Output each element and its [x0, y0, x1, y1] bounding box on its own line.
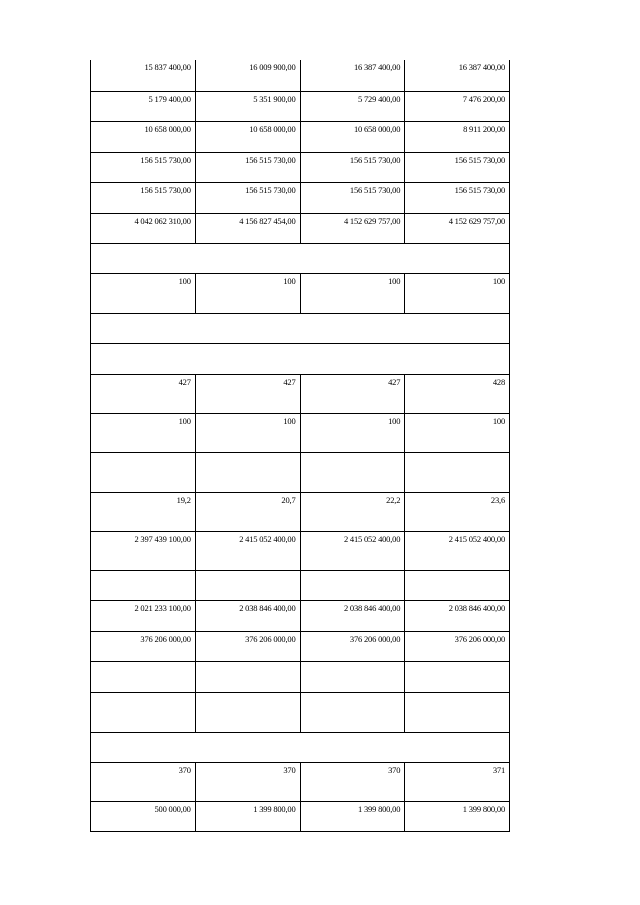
table-cell: [195, 453, 300, 492]
table-cell: 370: [300, 763, 405, 801]
table-cell: 376 206 000,00: [300, 632, 405, 661]
table-cell: 156 515 730,00: [140, 155, 191, 165]
table-row: [91, 273, 509, 313]
table-cell: 156 515 730,00: [404, 153, 509, 182]
table-cell: [195, 571, 300, 600]
merged-cell: [91, 733, 509, 762]
table-cell: 100: [178, 276, 191, 286]
table-cell: [195, 662, 300, 692]
table-cell: 1 399 800,00: [404, 802, 509, 831]
table-row: [91, 692, 509, 732]
table-cell: 500 000,00: [154, 804, 191, 814]
table-cell: 1 399 800,00: [195, 802, 300, 831]
merged-cell: [91, 314, 509, 343]
table-cell: 2 021 233 100,00: [134, 603, 191, 613]
table-row: [91, 91, 509, 121]
table-cell: 100: [300, 414, 405, 452]
table-cell: 19,2: [176, 495, 191, 505]
table-cell: 376 206 000,00: [404, 632, 509, 661]
table-cell: 4 152 629 757,00: [300, 214, 405, 243]
table-cell: 376 206 000,00: [195, 632, 300, 661]
table-cell: 427: [300, 375, 405, 413]
table-cell: 2 415 052 400,00: [404, 532, 509, 570]
table-cell: 156 515 730,00: [300, 183, 405, 213]
table-row: [91, 121, 509, 152]
table-cell: [91, 453, 195, 492]
table-cell: [91, 693, 195, 732]
table-cell: 2 415 052 400,00: [195, 532, 300, 570]
table-cell: 100: [404, 414, 509, 452]
table-row: [91, 531, 509, 570]
table-cell: 5 351 900,00: [195, 92, 300, 121]
table-row: [91, 661, 509, 692]
table-cell: 100: [195, 414, 300, 452]
table-row: [91, 452, 509, 492]
table-cell: 156 515 730,00: [195, 183, 300, 213]
table-cell: [300, 662, 405, 692]
table-row: [91, 60, 509, 91]
table-cell: 156 515 730,00: [300, 153, 405, 182]
table-row: [91, 732, 509, 762]
table-cell: 370: [195, 763, 300, 801]
table-row: [91, 492, 509, 531]
table-cell: 4 042 062 310,00: [134, 216, 191, 226]
table-row: [91, 343, 509, 374]
table-cell: 1 399 800,00: [300, 802, 405, 831]
table-row: [91, 374, 509, 413]
table-cell: [91, 571, 195, 600]
table-cell: 5 729 400,00: [300, 92, 405, 121]
table-cell: 15 837 400,00: [144, 62, 191, 72]
table-cell: 376 206 000,00: [140, 634, 191, 644]
table-row: [91, 600, 509, 631]
table-row: [91, 631, 509, 661]
table-cell: 16 009 900,00: [195, 60, 300, 91]
table-cell: 100: [404, 274, 509, 313]
table-row: [91, 152, 509, 182]
table-cell: [300, 453, 405, 492]
table-cell: 4 152 629 757,00: [404, 214, 509, 243]
table-row: [91, 213, 509, 243]
table-cell: [300, 571, 405, 600]
table-cell: 2 038 846 400,00: [404, 601, 509, 631]
table-cell: 4 156 827 454,00: [195, 214, 300, 243]
table-row: [91, 243, 509, 273]
table-cell: [404, 453, 509, 492]
table-cell: 8 911 200,00: [404, 122, 509, 152]
table-cell: 156 515 730,00: [140, 185, 191, 195]
table-cell: 156 515 730,00: [404, 183, 509, 213]
table-cell: [300, 693, 405, 732]
data-table: [90, 60, 510, 832]
table-cell: 427: [178, 377, 191, 387]
table-cell: 10 658 000,00: [300, 122, 405, 152]
merged-cell: [91, 244, 509, 273]
table-cell: 2 415 052 400,00: [300, 532, 405, 570]
table-cell: 2 397 439 100,00: [134, 534, 191, 544]
table-row: [91, 762, 509, 801]
table-cell: 23,6: [404, 493, 509, 531]
table-cell: 2 038 846 400,00: [300, 601, 405, 631]
table-cell: 427: [195, 375, 300, 413]
table-cell: 16 387 400,00: [404, 60, 509, 91]
table-cell: [404, 662, 509, 692]
table-row: [91, 413, 509, 452]
table-cell: 428: [404, 375, 509, 413]
table-cell: 22,2: [300, 493, 405, 531]
table-cell: 371: [404, 763, 509, 801]
table-cell: 20,7: [195, 493, 300, 531]
table-cell: 7 476 200,00: [404, 92, 509, 121]
table-row: [91, 313, 509, 343]
table-cell: 100: [195, 274, 300, 313]
table-cell: [91, 662, 195, 692]
table-cell: 10 658 000,00: [195, 122, 300, 152]
merged-cell: [91, 344, 509, 374]
table-cell: [404, 693, 509, 732]
table-cell: [195, 693, 300, 732]
table-row: [91, 801, 509, 831]
table-cell: 5 179 400,00: [148, 94, 191, 104]
table-row: [91, 182, 509, 213]
table-cell: 100: [300, 274, 405, 313]
table-row: [91, 570, 509, 600]
table-cell: 156 515 730,00: [195, 153, 300, 182]
table-cell: 2 038 846 400,00: [195, 601, 300, 631]
table-cell: [404, 571, 509, 600]
table-cell: 100: [178, 416, 191, 426]
table-cell: 370: [178, 765, 191, 775]
table-cell: 10 658 000,00: [144, 124, 191, 134]
table-cell: 16 387 400,00: [300, 60, 405, 91]
